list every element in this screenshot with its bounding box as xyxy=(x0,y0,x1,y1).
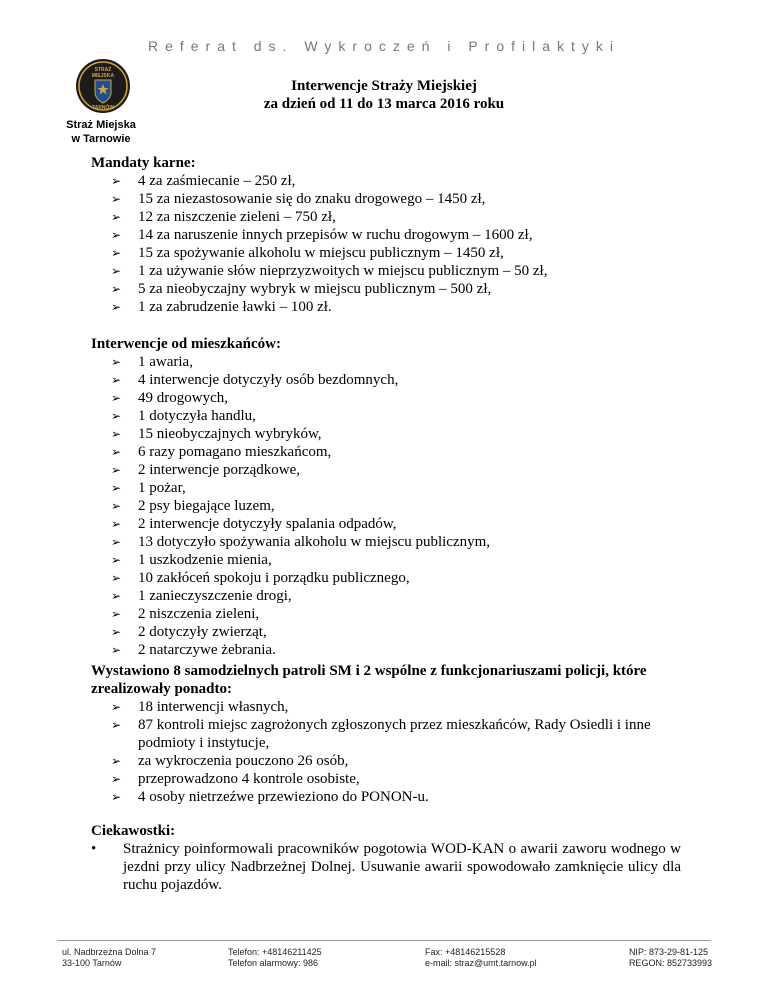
list-item: ➢ 6 razy pomagano mieszkańcom, xyxy=(91,443,681,461)
footer-email[interactable]: e-mail: straz@umt.tarnow.pl xyxy=(425,958,537,968)
logo-caption xyxy=(40,118,162,146)
list-item: ➢ 2 niszczenia zieleni, xyxy=(91,605,681,623)
section-fines-heading: Mandaty karne: xyxy=(91,155,196,171)
footer-registry xyxy=(629,947,712,969)
city-guard-badge-logo xyxy=(75,58,131,114)
patrols-list xyxy=(91,698,681,806)
fines-list xyxy=(91,172,681,316)
footer-regon: REGON: 852733993 xyxy=(628,958,712,968)
list-item: ➢ za wykroczenia pouczono 26 osób, xyxy=(91,752,681,770)
list-item: ➢ 2 natarczywe żebrania. xyxy=(91,641,681,659)
logo-caption-line2: w Tarnowie xyxy=(71,133,131,145)
footer-phone: Telefon: +48146211425 xyxy=(228,947,322,957)
list-item: ➢ 10 zakłóceń spokoju i porządku publicznego, xyxy=(91,569,681,587)
section-resident-interventions xyxy=(91,335,681,659)
list-item: ➢ 87 kontroli miejsc zagrożonych zgłoszonych przez mieszkańców, Rady Osiedli i inne podmioty i instytucje, xyxy=(91,716,681,752)
footer-emergency-phone: Telefon alarmowy: 986 xyxy=(228,958,319,968)
footer-fax-email xyxy=(425,947,537,969)
list-item: ➢ 4 osoby nietrzeźwe przewieziono do PONON-u. xyxy=(91,788,681,806)
section-fines xyxy=(91,154,681,316)
title-line1: Interwencje Straży Miejskiej xyxy=(291,78,477,94)
list-item: ➢ 2 interwencje dotyczyły spalania odpadów, xyxy=(91,515,681,533)
badge-text-bottom: TARNÓW xyxy=(91,105,115,111)
list-item: ➢ przeprowadzono 4 kontrole osobiste, xyxy=(91,770,681,788)
list-item: ➢ 1 dotyczyła handlu, xyxy=(91,407,681,425)
list-item: ➢ 49 drogowych, xyxy=(91,389,681,407)
footer-nip: NIP: 873-29-81-125 xyxy=(628,947,708,957)
badge-text-middle: MIEJSKA xyxy=(91,73,115,79)
list-item: ➢ 1 pożar, xyxy=(91,479,681,497)
section-interventions-heading: Interwencje od mieszkańców: xyxy=(91,336,281,352)
list-item: ➢ 12 za niszczenie zieleni – 750 zł, xyxy=(91,208,681,226)
list-item: ➢ 2 psy biegające luzem, xyxy=(91,497,681,515)
list-item: ➢ 14 za naruszenie innych przepisów w ruchu drogowym – 1600 zł, xyxy=(91,226,681,244)
trivia-list xyxy=(91,840,681,894)
footer-address-line2: 33-100 Tarnów xyxy=(62,958,122,968)
footer-fax: Fax: +48146215528 xyxy=(425,947,506,957)
list-item: ➢ 1 uszkodzenie mienia, xyxy=(91,551,681,569)
section-trivia xyxy=(91,822,681,894)
department-banner: Referat ds. Wykroczeń i Profilaktyki xyxy=(147,38,621,54)
logo-caption-line1: Straż Miejska xyxy=(66,119,136,131)
list-item: ➢ 18 interwencji własnych, xyxy=(91,698,681,716)
list-item: ➢ 5 za nieobyczajny wybryk w miejscu publicznym – 500 zł, xyxy=(91,280,681,298)
interventions-list xyxy=(91,353,681,659)
footer-address xyxy=(62,947,156,969)
list-item: ➢ 15 za spożywanie alkoholu w miejscu publicznym – 1450 zł, xyxy=(91,244,681,262)
list-item: ➢ 2 dotyczyły zwierząt, xyxy=(91,623,681,641)
footer-divider xyxy=(57,940,711,941)
list-item: ➢ 2 interwencje porządkowe, xyxy=(91,461,681,479)
list-item: ➢ 1 za zabrudzenie ławki – 100 zł. xyxy=(91,298,681,316)
list-item: ➢ 13 dotyczyło spożywania alkoholu w miejscu publicznym, xyxy=(91,533,681,551)
list-item: ➢ 1 awaria, xyxy=(91,353,681,371)
list-item: • Strażnicy poinformowali pracowników pogotowia WOD-KAN o awarii zaworu wodnego w jezdni przy ulicy Nadbrzeżnej Dolnej. Usuwanie awarii spowodowało zamknięcie ulicy dla ruchu pojazdów. xyxy=(91,840,681,894)
title-line2: za dzień od 11 do 13 marca 2016 roku xyxy=(263,96,505,112)
list-item: ➢ 15 nieobyczajnych wybryków, xyxy=(91,425,681,443)
section-trivia-heading: Ciekawostki: xyxy=(91,823,176,839)
footer-phones xyxy=(228,947,322,969)
list-item: ➢ 4 za zaśmiecanie – 250 zł, xyxy=(91,172,681,190)
section-patrols-heading: Wystawiono 8 samodzielnych patroli SM i 2 wspólne z funkcjonariuszami policji, które zrealizowały ponadto: xyxy=(91,663,647,697)
list-item: ➢ 1 za używanie słów nieprzyzwoitych w miejscu publicznym – 50 zł, xyxy=(91,262,681,280)
footer-address-line1: ul. Nadbrzeżna Dolna 7 xyxy=(62,947,157,957)
list-item: ➢ 1 zanieczyszczenie drogi, xyxy=(91,587,681,605)
document-title xyxy=(200,77,568,113)
list-item: ➢ 4 interwencje dotyczyły osób bezdomnych, xyxy=(91,371,681,389)
section-patrols xyxy=(91,662,681,806)
badge-text-top: STRAŻ xyxy=(94,67,112,73)
list-item: ➢ 15 za niezastosowanie się do znaku drogowego – 1450 zł, xyxy=(91,190,681,208)
